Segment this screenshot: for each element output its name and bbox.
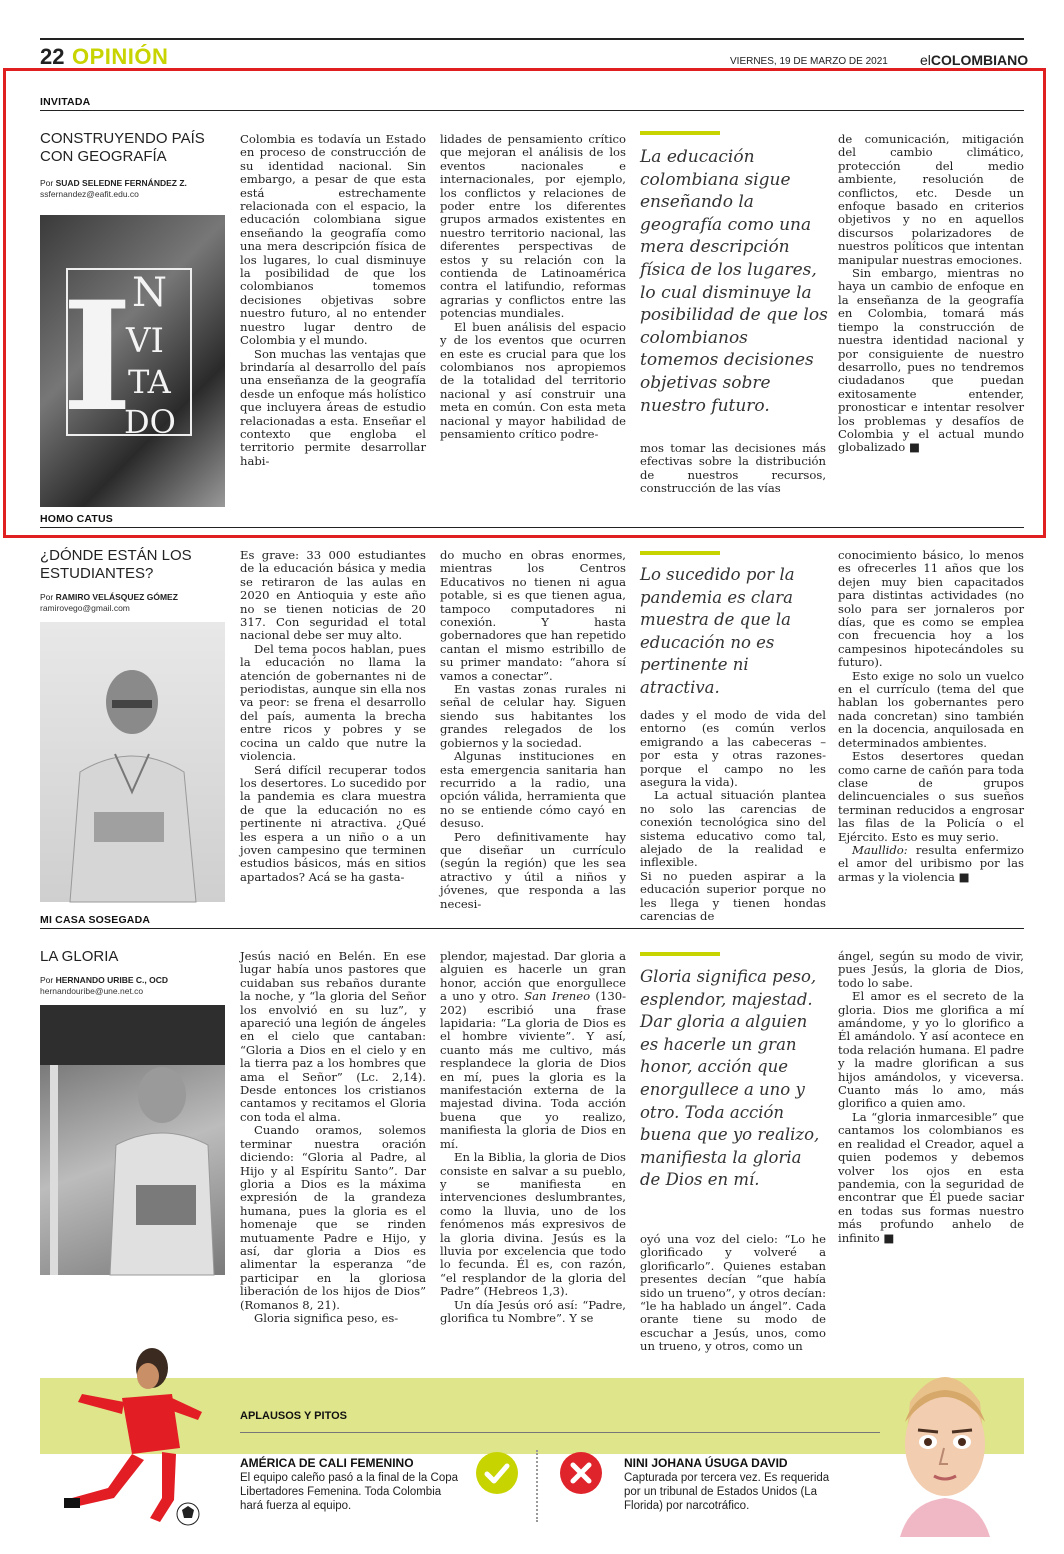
artwork-big-letter: I bbox=[62, 269, 133, 445]
paragraph: Son muchas las ventajas que brindaría al desarrollo del país una enseñanza de la geografía desde un enfoque más holístico que incluyera áreas de estudio relacionadas a esta. Enseñar el contexto que engloba el territorio permite desarrollar habi- bbox=[240, 346, 426, 468]
whistle-title: NINI JOHANA ÚSUGA DAVID bbox=[624, 1456, 788, 1470]
paragraph: Cuando oramos, solemos terminar nuestra oración diciendo: “Gloria al Padre, al Hijo y al Espíritu Santo”. Dar gloria a Dios es la máxima expresión de la grandeza humana, pues la gloria es el homenaje que se rinden mutuamente Padre e Hijo, y así, dar gloria a Dios es alimentar la esperanza “de participar en la gloriosa liberación de los hijos de Dios” (Romanos 8, 21). bbox=[240, 1123, 426, 1312]
section-label-homo-catus: HOMO CATUS bbox=[40, 513, 113, 525]
woman-caricature-icon bbox=[880, 1352, 1010, 1537]
brand-prefix: el bbox=[920, 52, 931, 68]
paragraph: Un día Jesús oró así: “Padre, glorifica tu Nombre”. Y se bbox=[440, 1297, 626, 1325]
applause-text: El equipo caleño pasó a la final de la Copa Libertadores Femenina. Toda Colombia hará fuerza al equipo. bbox=[240, 1472, 459, 1512]
paragraph: conocimiento básico, lo menos es ofrecerles 11 años que los dejen muy bien capacitados para distintas actividades (no solo para ser jornaleros por días, que es como se emplea con frecuencia hoy a los campesinos hipotecándoles su futuro). bbox=[838, 548, 1024, 670]
quote-accent-bar bbox=[640, 551, 720, 555]
article-column bbox=[240, 133, 426, 508]
paragraph: Colombia es todavía un Estado en proceso de construcción de su identidad nacional. Sin embargo, a pesar de que esta está estrechamente relacionada con el espacio, la educación colombiana sigue enseñando la geografía como una mera descripción física de los lugares, lo cual disminuye la posibilidad de que los colombianos tomemos decisiones objetivas sobre nuestro futuro, al no entender nuestro lugar dentro de Colombia y el mundo. bbox=[240, 132, 426, 348]
paragraph: ángel, según su modo de vivir, pues Jesús, la gloria de Dios, todo lo sabe. bbox=[838, 949, 1024, 990]
author-email: ssfernandez@eafit.edu.co bbox=[40, 189, 139, 199]
author-photo bbox=[40, 1005, 225, 1275]
author-email: ramirovego@gmail.com bbox=[40, 603, 130, 613]
paragraph: Sin embargo, mientras no haya un cambio de enfoque en la enseñanza de la geografía en Colombia, tomará más tiempo la construcción de nuestra identidad nacional y por consiguiente de nuestro desarrollo, pues no tendremos ciudadanos que puedan exitosamente entender, pronosticar e intentar resolver los problemas y desafíos de Colombia y el actual mundo globalizado ■ bbox=[838, 266, 1024, 455]
artwork-letter: VI bbox=[126, 321, 164, 361]
author-name: RAMIRO VELÁSQUEZ GÓMEZ bbox=[55, 592, 178, 602]
paragraph: do mucho en obras enormes, mientras los Centros Educativos no tienen ni agua potable, si es que tienen agua, tampoco computadores ni conexión. Y hasta gobernadores que han repetido cantan el mismo estribillo de su primer mandato: “ahora sí vamos a conectar”. bbox=[440, 548, 626, 683]
paragraph: Algunas instituciones en esta emergencia sanitaria han recurrido a la radio, una opción válida, herramienta que no se entiende cómo cayó en desuso. bbox=[440, 749, 626, 831]
paragraph: Si no pueden aspirar a la educación superior porque no les llega y tienen hondas carencias de bbox=[640, 868, 826, 924]
page-number: 22 bbox=[40, 44, 65, 69]
maullido-label: Maullido: bbox=[852, 842, 908, 857]
author-name: HERNANDO URIBE C., OCD bbox=[55, 975, 168, 985]
paragraph: Será difícil recuperar todos los desertores. Lo sucedido por la pandemia es clara muestra de que la educación no es pertinente ni atractiva. ¿Qué les espera a un niño o a un joven campesino que terminen estudios básicos, más en sitios apartados? Acá se ha gasta- bbox=[240, 762, 426, 884]
section-rule bbox=[40, 110, 1024, 111]
byline-prefix: Por bbox=[40, 178, 56, 188]
article-title: LA GLORIA bbox=[40, 948, 119, 965]
paragraph: El amor es el secreto de la gloria. Dios me glorifica a mí amándome, y yo lo glorifico a Él amándolo. Y así acontece en toda relación humana. El padre y la madre glorifican a sus hijos amándolos, y viceversa. Cuanto más lo amo, más glorifico a quien amo. bbox=[838, 989, 1024, 1111]
pull-quote: Lo sucedido por la pandemia es clara muestra de que la educación no es pertinente ni atractiva. bbox=[640, 565, 795, 697]
article-column bbox=[640, 708, 826, 924]
paragraph: En vastas zonas rurales ni señal de celular hay. Siguen siendo sus habitantes los grandes relegados de los gobiernos y la sociedad. bbox=[440, 682, 626, 750]
band-rule bbox=[240, 1432, 880, 1433]
paragraph: La “gloria inmarcesible” que cantamos los colombianos es en realidad el Creador, aquel a quien podemos y debemos volver los ojos en esta pandemia, con la seguridad de encontrar que Él puede saciar en todas sus formas nuestro más profundo anhelo de infinito ■ bbox=[838, 1109, 1024, 1245]
brand-logo bbox=[920, 52, 1028, 68]
byline-prefix: Por bbox=[40, 975, 56, 985]
column-divider bbox=[536, 1450, 538, 1522]
soccer-player-illustration bbox=[12, 1338, 212, 1528]
invitado-artwork bbox=[40, 215, 225, 507]
caricature-illustration bbox=[880, 1352, 1010, 1537]
person-silhouette-icon bbox=[40, 1005, 225, 1275]
article-column bbox=[440, 950, 626, 1370]
article-column bbox=[640, 1233, 826, 1370]
paragraph-text: (130-202) escribió una frase lapidaria: “La gloria de Dios es el hombre viviente”. Y así, cuanto más me cultivo, más resplandece la gloria de Dios en mí, pues la gloria es la manifestación externa de la majestad divina. Toda acción buena que yo realizo, manifiesta la gloria de Dios en mí. bbox=[440, 989, 626, 1151]
article-column bbox=[640, 442, 826, 508]
article-column bbox=[838, 133, 1024, 508]
author-name: SUAD SELEDNE FERNÁNDEZ Z. bbox=[55, 178, 187, 188]
person-silhouette-icon bbox=[40, 622, 225, 902]
artwork-letter: TA bbox=[128, 363, 171, 401]
brand-name: COLOMBIANO bbox=[930, 52, 1029, 68]
article-column bbox=[240, 549, 426, 905]
saint-name: San Ireneo bbox=[524, 989, 591, 1004]
article-column bbox=[240, 950, 426, 1370]
paragraph: Jesús nació en Belén. En ese lugar había unos pastores que cuidaban sus rebaños durante la noche, y “la gloria del Señor los envolvió en su luz”, y apareció una legión de ángeles en el cielo que cantaban: “Gloria a Dios en el cielo y en la tierra paz a los hombres que ama el Señor” (Lc. 2,14). Desde entonces los cristianos cantamos y recitamos el Gloria con toda el alma. bbox=[240, 949, 426, 1124]
paragraph bbox=[838, 844, 1024, 884]
paragraph: La actual situación plantea no solo las carencias de conexión tecnológica sino del sistema educativo como tal, alejado de la realidad e inflexible. bbox=[640, 788, 826, 870]
section-title: OPINIÓN bbox=[72, 44, 169, 69]
section-label-aplausos: APLAUSOS Y PITOS bbox=[240, 1410, 347, 1422]
byline bbox=[40, 592, 178, 602]
paragraph: Pero definitivamente hay que diseñar un currículo (según la región) que les sea atractivo y útil a niños y jóvenes, que responda a las necesi- bbox=[440, 829, 626, 911]
check-icon bbox=[476, 1452, 518, 1494]
soccer-player-icon bbox=[12, 1338, 212, 1528]
paragraph: oyó una voz del cielo: “Lo he glorificado y volveré a glorificarlo”. Quienes estaban presentes decían “que había sido un trueno”, y otros decían: “le ha hablado un ángel”. Cada orante tiene su modo de escuchar a Jesús, unos, como un trueno, y otros, como un bbox=[640, 1232, 826, 1354]
author-photo bbox=[40, 622, 225, 902]
paragraph: En la Biblia, la gloria de Dios consiste en salvar a su pueblo, y se manifiesta en intervenciones deslumbrantes, como la lluvia, uno de los fenómenos más expresivos de la gloria divina. Jesús es la lluvia por excelencia que todo lo fecunda. Él es, con razón, “el resplandor de la gloria del Padre” (Hebreos 1,3). bbox=[440, 1150, 626, 1299]
maullido-text: resulta enfermizo el amor del uribismo por las armas y la violencia ■ bbox=[838, 842, 1024, 884]
pull-quote: Gloria significa peso, esplendor, majestad. Dar gloria a alguien es hacerle un gran honor, acción que enorgullece a uno y otro. Toda acción buena que yo realizo, manifiesta la gloria de Dios en mí. bbox=[640, 967, 820, 1190]
article-column bbox=[440, 133, 626, 508]
paragraph-text: plendor, majestad. Dar gloria a alguien es hacerle un gran honor, acción que enorgullece a uno y otro. bbox=[440, 949, 626, 1004]
quote-accent-bar bbox=[640, 131, 720, 135]
author-email: hernandouribe@une.net.co bbox=[40, 986, 144, 996]
paragraph: Esto exige no solo un vuelco en el currículo (tema del que hablan los gobernantes pero nada concretan) sino también en la docencia, anquilosada en determinados ambientes. bbox=[838, 668, 1024, 750]
paragraph: Es grave: 33 000 estudiantes de la educación básica y media se retiraron de las aulas en 2020 en Antioquia y este año no se tienen noticias de 20 317. Con seguridad el total nacional debe ser muy alto. bbox=[240, 548, 426, 643]
article-title: CONSTRUYENDO PAÍS CON GEOGRAFÍA bbox=[40, 130, 205, 165]
paragraph: Gloria significa peso, es- bbox=[254, 1310, 399, 1325]
header-rule bbox=[40, 38, 1024, 40]
paragraph: Estos desertores quedan como carne de cañón para toda clase de grupos delincuenciales o sus sueños terminan reducidos a engrosar las filas de la Policía o el Ejército. Esto es muy serio. bbox=[838, 749, 1024, 844]
article-column bbox=[838, 549, 1024, 905]
byline bbox=[40, 178, 187, 188]
section-rule bbox=[40, 527, 1024, 528]
paragraph bbox=[440, 950, 626, 1151]
issue-date: VIERNES, 19 DE MARZO DE 2021 bbox=[730, 56, 888, 67]
paragraph: mos tomar las decisiones más efectivas sobre la distribución de nuestros recursos, construcción de las vías bbox=[640, 441, 826, 496]
whistle-text: Capturada por tercera vez. Es requerida por un tribunal de Estados Unidos (La Florida) por narcotráfico. bbox=[624, 1472, 830, 1512]
section-label-invitada: INVITADA bbox=[40, 96, 91, 108]
pull-quote: La educación colombiana sigue enseñando la geografía como una mera descripción física de los lugares, lo cual disminuye la posibilidad de que los colombianos tomemos decisiones objetivas sobre nuestro futuro. bbox=[640, 147, 828, 416]
paragraph: dades y el modo de vida del entorno (es común verlos emigrando a las cabeceras –por esta y otras razones- porque el campo no les asegura la vida). bbox=[640, 708, 826, 790]
article-title: ¿DÓNDE ESTÁN LOS ESTUDIANTES? bbox=[40, 547, 192, 582]
byline-prefix: Por bbox=[40, 592, 56, 602]
artwork-letter: N bbox=[132, 270, 167, 316]
section-label-mi-casa-sosegada: MI CASA SOSEGADA bbox=[40, 914, 151, 926]
paragraph: Del tema pocos hablan, pues la educación no llama la atención de gobernantes ni de periodistas, aunque sin ella nos va peor: se frena el desarrollo del país, aumenta la brecha entre ricos y pobres y se cocina un caldo que nutre la violencia. bbox=[240, 641, 426, 764]
paragraph: de comunicación, mitigación del cambio climático, protección del medio ambiente, resolución de conflictos, etc. Desde un enfoque basado en criterios objetivos y no en aquellos discursos polarizadores de nuestros políticos que intentan manipular nuestras emociones. bbox=[838, 132, 1024, 267]
byline bbox=[40, 975, 168, 985]
article-column bbox=[838, 950, 1024, 1370]
section-rule bbox=[40, 928, 1024, 929]
quote-accent-bar bbox=[640, 952, 720, 956]
x-icon bbox=[560, 1452, 602, 1494]
applause-title: AMÉRICA DE CALI FEMENINO bbox=[240, 1456, 414, 1470]
paragraph: El buen análisis del espacio y de los eventos que ocurren en este es crucial para que los colombianos nos apropiemos de la totalidad del territorio nacional y así construir una meta en común. Con esta meta nacional y mayor habilidad de pensamiento crítico podre- bbox=[440, 319, 626, 441]
x-mark-glyph bbox=[560, 1452, 602, 1494]
check-mark-glyph bbox=[476, 1452, 518, 1494]
artwork-letter: DO bbox=[124, 403, 176, 441]
article-column bbox=[440, 548, 626, 911]
paragraph: lidades de pensamiento crítico que mejoran el análisis de los eventos nacionales e internacionales, por ejemplo, los conflictos y relaciones de poder entre los diferentes grupos armados existentes en nuestro territorio nacional, las diferentes perspectivas de estos y su relación con la contienda de Latinoamérica contra el latifundio, reformas agrarias y conflictos entre las potencias mundiales. bbox=[440, 132, 626, 321]
